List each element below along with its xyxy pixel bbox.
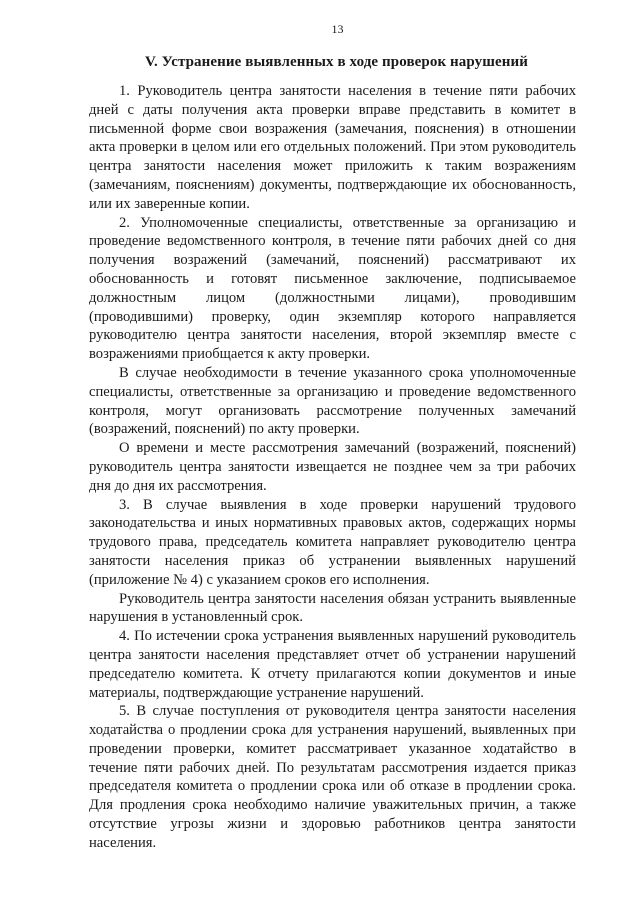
paragraph-4: О времени и месте рассмотрения замечаний (возражений, пояснений) руководитель центра занятости извещается не позднее чем за три рабочих дня до дня их рассмотрения.	[89, 440, 576, 494]
paragraph-6: Руководитель центра занятости населения обязан устранить выявленные нарушения в установленный срок.	[89, 590, 576, 626]
paragraph-7: 4. По истечении срока устранения выявленных нарушений руководитель центра занятости населения представляет отчет об устранении нарушений председателю комитета. К отчету прилагаются копии документов и иные материалы, подтверждающие устранение нарушений.	[89, 628, 576, 701]
paragraph-2: 2. Уполномоченные специалисты, ответственные за организацию и проведение ведомственного контроля, в течение пяти рабочих дней со дня получения возражений (замечаний, пояснений) рассматривают их обоснованность и готовят письменное заключение, подписываемое должностным лицом (должностными лицами), проводившим (проводившими) проверку, один экземпляр которого направляется руководителю центра занятости населения, второй экземпляр вместе с возражениями приобщается к акту проверки.	[89, 214, 576, 363]
paragraph-5: 3. В случае выявления в ходе проверки нарушений трудового законодательства и иных нормативных правовых актов, содержащих нормы трудового права, председатель комитета направляет руководителю центра занятости населения приказ об устранении выявленных нарушений (приложение № 4) с указанием сроков его исполнения.	[89, 496, 576, 588]
paragraph-8: 5. В случае поступления от руководителя центра занятости населения ходатайства о продлении срока для устранения нарушений, выявленных при проведении проверки, комитет рассматривает указанное ходатайство в течение пяти рабочих дней. По результатам рассмотрения издается приказ председателя комитета о продлении срока или об отказе в продлении срока. Для продления срока необходимо наличие уважительных причин, а также отсутствие угрозы жизни и здоровью работников центра занятости населения.	[89, 703, 576, 851]
section-title: V. Устранение выявленных в ходе проверок нарушений	[145, 54, 528, 70]
paragraph-1: 1. Руководитель центра занятости населения в течение пяти рабочих дней с даты получения акта проверки вправе представить в комитет в письменной форме свои возражения (замечания, пояснения) в отношении акта проверки в целом или его отдельных положений. При этом руководитель центра занятости населения может приложить к таким возражениям (замечаниям, пояснениям) документы, подтверждающие их обоснованность, или их заверенные копии.	[89, 83, 576, 212]
paragraph-3: В случае необходимости в течение указанного срока уполномоченные специалисты, ответственные за организацию и проведение ведомственного контроля, могут организовать рассмотрение полученных замечаний (возражений, пояснений) по акту проверки.	[89, 364, 576, 438]
page-number: 13	[331, 22, 344, 36]
